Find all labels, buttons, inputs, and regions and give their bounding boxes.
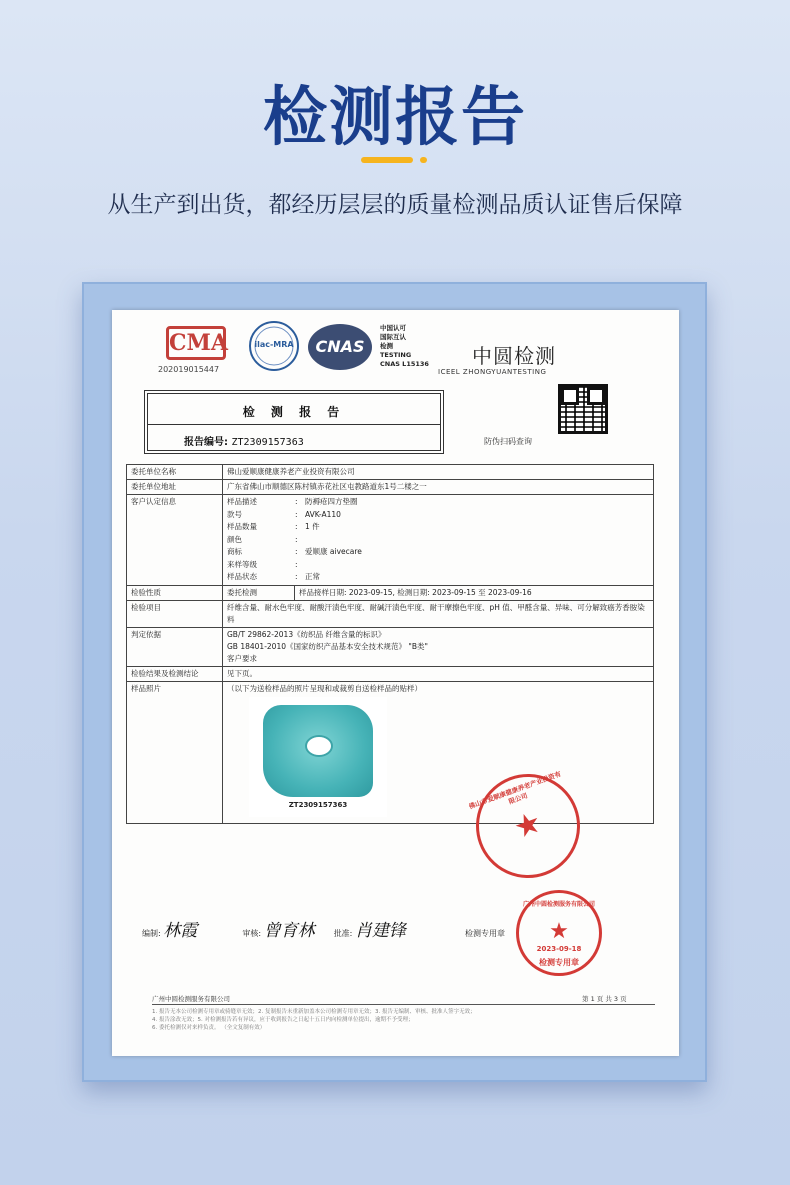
certificate-frame xyxy=(82,282,707,1082)
report-document xyxy=(112,310,679,1056)
footer-divider xyxy=(152,1004,655,1005)
issuer-name-en: ICEEL ZHONGYUANTESTING xyxy=(438,368,547,376)
ilac-mra-logo xyxy=(248,320,300,372)
sample-photo[interactable] xyxy=(249,697,387,817)
qr-label: 防伪扫码查询 xyxy=(484,437,532,446)
editor-signature: 林霞 xyxy=(163,921,198,941)
table-row: 检验性质 委托检测 样品接样日期: 2023-09-15, 检测日期: 2023-09-15 至 2023-09-16 xyxy=(127,585,654,600)
photo-note: （以下为送检样品的照片呈现和或裁剪自送检样品的贴样） xyxy=(227,683,422,693)
title-underline-bar xyxy=(361,157,413,163)
table-row: 样品照片 （以下为送检样品的照片呈现和或裁剪自送检样品的贴样） ZT2309157363 xyxy=(127,681,654,823)
report-title: 检 测 报 告 xyxy=(242,405,346,419)
table-row: 检验结果及检测结论 见下页。 xyxy=(127,666,654,681)
cma-logo: CMA xyxy=(166,326,226,360)
table-row: 委托单位地址 广东省佛山市顺德区陈村镇赤花社区屯教路道东1号二楼之一 xyxy=(127,480,654,495)
table-row: 检验项目 纤维含量、耐水色牢度、耐酸汗渍色牢度、耐碱汗渍色牢度、耐干摩擦色牢度、pH 值、甲醛含量、异味、可分解致癌芳香胺染料 xyxy=(127,600,654,627)
title-underline-dot xyxy=(420,157,427,163)
page-title: 检测报告 xyxy=(263,81,527,155)
lab-stamp: 广州中圆检测服务有限公司 ★ 2023-09-18 检测专用章 xyxy=(516,890,602,976)
reviewer-signature: 曾育林 xyxy=(263,921,315,941)
table-row: 委托单位名称 佛山爱顺康健康养老产业投资有限公司 xyxy=(127,465,654,480)
cma-number: 202019015447 xyxy=(158,365,220,374)
signature-row: 编制: 林霞 审核: 曾育林 批准: 肖建锋 检测专用章 xyxy=(142,921,506,941)
footer-company: 广州中圆检测服务有限公司 xyxy=(152,995,230,1003)
sample-code: ZT2309157363 xyxy=(288,800,348,809)
approver-signature: 肖建锋 xyxy=(354,921,406,941)
sample-info: 样品描述 : 防褥疮四方垫圈 款号 : AVK-A110 样品数量 : 1 件 颜色 : 商标 : 爱顺康 aivecare 来样等级 : 样品状态 : 正常 xyxy=(223,495,654,586)
report-table xyxy=(126,464,654,824)
cnas-logo: CNAS xyxy=(308,324,372,370)
issuer-name: 中圆检测 xyxy=(472,344,556,368)
table-row: 判定依据 GB/T 29862-2013《纺织品 纤维含量的标识》 GB 18401-2010《国家纺织产品基本安全技术规范》 "B类" 客户要求 xyxy=(127,627,654,666)
page-subtitle: 从生产到出货，都经历层层的质量检测品质认证售后保障 xyxy=(107,192,683,218)
ilac-label: ilac-MRA xyxy=(254,340,294,349)
star-icon: ★ xyxy=(549,919,569,944)
cnas-info: 中国认可 国际互认 检测 TESTING CNAS L15136 xyxy=(380,324,429,368)
footer-notes: 1. 报告无本公司检测专用章或骑缝章无效；2. 复制报告未重新加盖本公司检测专用章无效；3. 报告无编制、审核、批准人签字无效； 4. 报告涂改无效；5. 对检测报告若有异议，应于收到报告之日起十五日内向检测单位提出，逾期不予受理； 6. 委托检测仅对来样负责。 （全文复制有效） xyxy=(152,1009,476,1031)
page-number: 第 1 页 共 3 页 xyxy=(582,995,627,1003)
cushion-image xyxy=(263,705,373,797)
table-row: 客户认定信息 样品描述 : 防褥疮四方垫圈 款号 : AVK-A110 样品数量 : 1 件 颜色 : 商标 : 爱顺康 aivecare 来样等级 : 样品状态 : 正常 xyxy=(127,495,654,586)
report-number: 报告编号: ZT2309157363 xyxy=(184,437,304,448)
star-icon: ★ xyxy=(509,804,547,847)
report-title-box xyxy=(144,390,444,454)
client-stamp: ★ 佛山市爱顺康健康养老产业投资有限公司 xyxy=(461,759,594,892)
qr-code-icon[interactable] xyxy=(558,384,608,434)
